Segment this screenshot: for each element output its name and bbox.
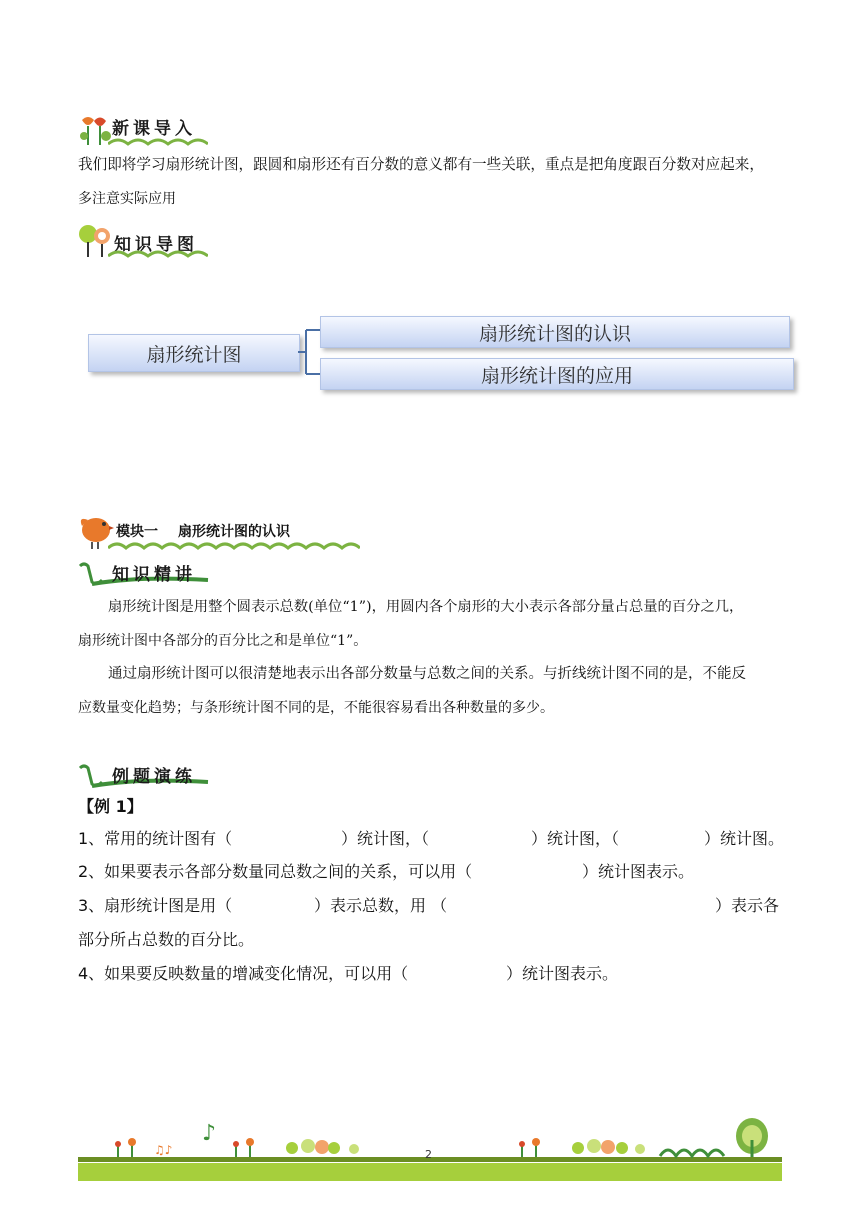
intro-heading: 新课导入 <box>112 119 196 139</box>
music-note-icon: ♪ <box>202 1121 217 1146</box>
knowledge-paragraph-2-line1: 通过扇形统计图可以很清楚地表示出各部分数量与总数之间的关系。与折线统计图不同的是，不能反 <box>108 666 746 682</box>
question-1-part-d: ）统计图。 <box>704 829 785 848</box>
example-label: 【例 1】 <box>78 797 143 816</box>
footer-bar <box>78 1163 782 1181</box>
mindmap-connector <box>298 326 322 378</box>
knowledge-paragraph-2-line2: 应数量变化趋势；与条形统计图不同的是，不能很容易看出各种数量的多少。 <box>78 700 554 716</box>
module-label: 模块一 <box>116 524 158 540</box>
knowledge-paragraph-1-line2: 扇形统计图中各部分的百分比之和是单位“1”。 <box>78 633 368 649</box>
intro-text-line2: 多注意实际应用 <box>78 191 176 207</box>
knowledge-section-header <box>78 556 210 592</box>
question-4-part-b: ）统计图表示。 <box>506 964 619 983</box>
question-1 <box>78 826 788 848</box>
grass-underline <box>108 136 208 146</box>
question-2-part-b: ）统计图表示。 <box>582 862 695 881</box>
mindmap-branch-node-2: 扇形统计图的应用 <box>320 358 794 390</box>
question-2-part-a: 2、如果要表示各部分数量同总数之间的关系，可以用（ <box>78 862 473 881</box>
grass-wave <box>660 1150 724 1156</box>
question-3-part-a: 3、扇形统计图是用（ <box>78 896 233 915</box>
knowledge-heading: 知识精讲 <box>112 565 196 585</box>
module-header <box>78 512 368 552</box>
question-3-part-b: ）表示总数，用 （ <box>314 896 448 915</box>
intro-text-line1: 我们即将学习扇形统计图，跟圆和扇形还有百分数的意义都有一些关联，重点是把角度跟百分数对应起来， <box>78 156 764 173</box>
examples-heading: 例题演练 <box>112 767 196 787</box>
examples-section-header <box>78 758 210 794</box>
question-4 <box>78 961 788 983</box>
trees-icon <box>572 1139 645 1154</box>
intro-section-header <box>78 110 208 146</box>
grass-underline <box>108 248 208 258</box>
question-3-part-c: ）表示各 <box>715 896 780 915</box>
question-3-continued: 部分所占总数的百分比。 <box>78 930 255 949</box>
mindmap-section-header <box>78 220 208 256</box>
flower-icon <box>78 112 112 146</box>
flower-icon <box>519 1138 540 1157</box>
knowledge-paragraph-1-line1: 扇形统计图是用整个圆表示总数(单位“1”)，用圆内各个扇形的大小表示各部分量占总量的百分之几， <box>108 599 744 615</box>
question-1-part-c: ）统计图，（ <box>531 829 620 848</box>
question-3 <box>78 893 788 915</box>
mindmap-heading: 知识导图 <box>114 235 198 255</box>
module-subtitle: 扇形统计图的认识 <box>178 524 290 540</box>
flower-icon <box>115 1138 136 1157</box>
question-2 <box>78 859 788 881</box>
big-tree-icon <box>736 1118 768 1157</box>
page-number: 2 <box>425 1148 432 1161</box>
question-4-part-a: 4、如果要反映数量的增减变化情况，可以用（ <box>78 964 409 983</box>
flower-icon <box>233 1138 254 1157</box>
trees-icon <box>286 1139 359 1154</box>
mindmap-branch-node-1: 扇形统计图的认识 <box>320 316 790 348</box>
grass-underline <box>108 540 360 550</box>
mindmap-root-node: 扇形统计图 <box>88 334 300 372</box>
question-1-part-b: ）统计图，（ <box>341 829 430 848</box>
music-notes-icon: ♫♪ <box>154 1143 173 1157</box>
question-1-part-a: 1、常用的统计图有（ <box>78 829 233 848</box>
